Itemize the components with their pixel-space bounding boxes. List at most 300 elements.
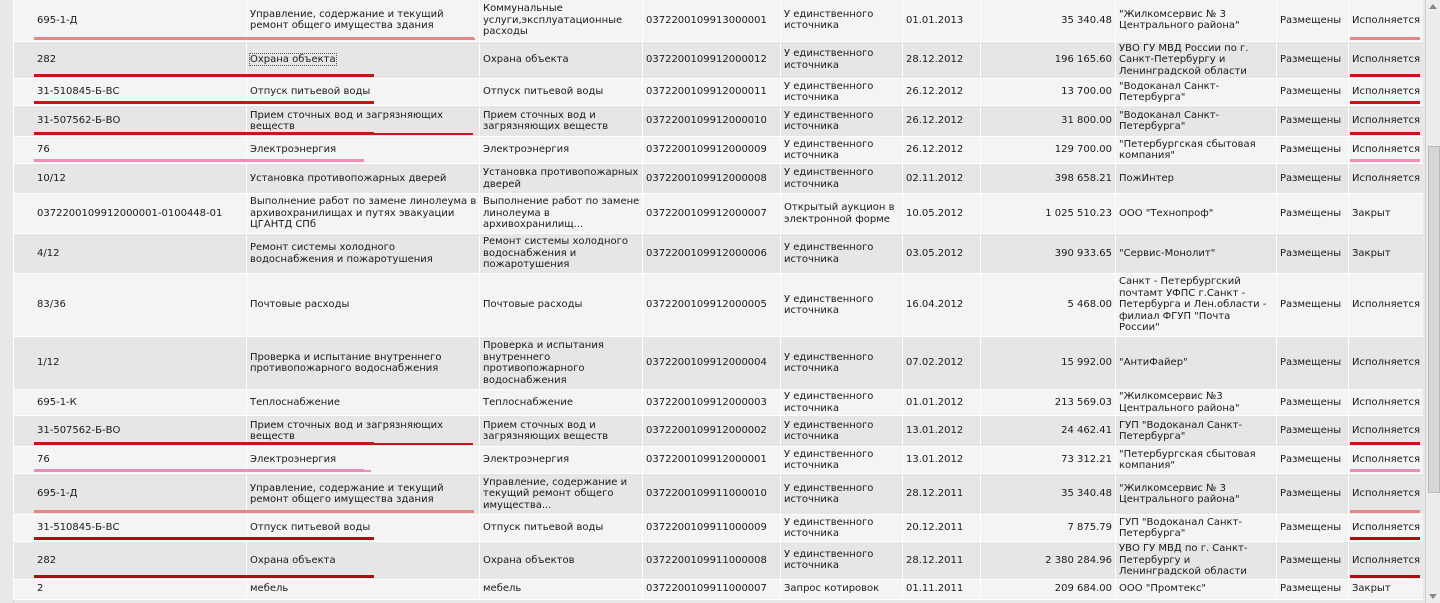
contract-subject-detail: мебель (483, 583, 522, 595)
contract-number-cell (14, 164, 247, 194)
registry-number-cell (643, 164, 781, 194)
table-row[interactable] (14, 274, 1423, 337)
supplier-name-cell (1116, 474, 1277, 515)
procurement-method-cell (781, 194, 903, 234)
highlight-underline (1350, 575, 1420, 578)
contract-status-cell (1349, 234, 1423, 274)
table-row[interactable] (14, 137, 1423, 164)
registry-number-suffix: 12000011 (716, 86, 767, 98)
contract-number-cell (14, 79, 247, 106)
table-row[interactable] (14, 194, 1423, 234)
registry-number-prefix: 03722001099 (646, 172, 716, 184)
contract-number: 31-507562-Б-ВО (37, 425, 121, 437)
procurement-method: Открытый аукцион в электронной форме (784, 202, 895, 225)
contract-date-cell (903, 542, 981, 580)
procurement-method: Запрос котировок (784, 583, 880, 595)
procurement-method-cell (781, 390, 903, 416)
table-row[interactable] (14, 447, 1423, 474)
placement-status-cell (1277, 416, 1349, 447)
contract-amount-cell (981, 164, 1116, 194)
registry-number-cell (643, 79, 781, 106)
contract-subject-detail-cell (480, 474, 643, 515)
contract-status-cell (1349, 164, 1423, 194)
registry-number-suffix: 12000004 (716, 357, 767, 369)
contract-number: 4/12 (37, 247, 60, 259)
contract-amount-cell (981, 106, 1116, 137)
contract-status-cell (1349, 542, 1423, 580)
supplier-name: ГУП "Водоканал Санкт-Петербурга" (1119, 516, 1243, 539)
placement-status: Размещены (1280, 396, 1342, 408)
contract-date-cell (903, 474, 981, 515)
procurement-method: У единственного источника (784, 242, 874, 265)
procurement-method-cell (781, 416, 903, 447)
contract-subject[interactable]: мебель (250, 583, 289, 595)
contract-subject[interactable]: Электроэнергия (250, 144, 337, 156)
registry-number-suffix: 12000006 (716, 247, 767, 259)
contract-number: 2 (37, 583, 44, 595)
contract-number-cell (14, 474, 247, 515)
contract-amount: 213 569.03 (1054, 396, 1112, 408)
contract-amount: 24 462.41 (1061, 425, 1112, 437)
contract-subject[interactable]: Установка противопожарных дверей (250, 172, 447, 184)
contract-date-cell (903, 106, 981, 137)
table-row[interactable] (14, 474, 1423, 515)
contract-subject-detail: Отпуск питьевой воды (483, 86, 604, 98)
contract-date-cell (903, 579, 981, 599)
contract-amount-cell (981, 0, 1116, 41)
contract-amount: 35 340.48 (1061, 14, 1112, 26)
contract-amount: 209 684.00 (1054, 583, 1112, 595)
contract-number-cell (14, 137, 247, 164)
contract-status-cell (1349, 194, 1423, 234)
contract-subject[interactable]: Управление, содержание и текущий ремонт общего имущества здания (250, 482, 444, 505)
procurement-method: У единственного источника (784, 482, 874, 505)
registry-number-prefix: 03722001099 (646, 522, 716, 534)
contract-amount-cell (981, 390, 1116, 416)
procurement-method: У единственного источника (784, 293, 874, 316)
contract-date: 16.04.2012 (906, 299, 964, 311)
table-row[interactable] (14, 579, 1423, 599)
contract-status: Исполняется (1352, 86, 1421, 98)
contract-status-cell (1349, 579, 1423, 599)
scroll-thumb[interactable] (1428, 146, 1440, 493)
highlight-underline (1350, 537, 1420, 540)
contract-status: Исполняется (1352, 14, 1421, 26)
registry-number-cell (643, 137, 781, 164)
contracts-table (13, 0, 1423, 600)
registry-number-prefix: 03722001099 (646, 357, 716, 369)
contract-number: 83/36 (37, 299, 66, 311)
contract-amount-cell (981, 41, 1116, 79)
contract-subject-detail-cell (480, 194, 643, 234)
contract-status-cell (1349, 337, 1423, 390)
registry-number-cell (643, 447, 781, 474)
supplier-name-cell (1116, 234, 1277, 274)
contract-number-cell (14, 542, 247, 580)
registry-number-prefix: 03722001099 (646, 144, 716, 156)
supplier-name: УВО ГУ МВД по г. Санкт-Петербургу и Ленинградской области (1119, 543, 1248, 577)
placement-status-cell (1277, 234, 1349, 274)
contract-subject[interactable]: Ремонт системы холодного водоснабжения и пожаротушения (250, 242, 433, 265)
contract-date: 28.12.2011 (906, 488, 964, 500)
highlight-underline (34, 132, 374, 135)
procurement-method: У единственного источника (784, 109, 874, 132)
procurement-method-cell (781, 106, 903, 137)
placement-status: Размещены (1280, 115, 1342, 127)
contract-amount: 7 875.79 (1067, 522, 1112, 534)
table-row[interactable] (14, 542, 1423, 580)
table-row[interactable] (14, 390, 1423, 416)
contract-subject-detail-cell (480, 579, 643, 599)
placement-status: Размещены (1280, 299, 1342, 311)
contract-subject-detail: Проверка и испытания внутреннего противопожарного водоснабжения (483, 340, 604, 386)
procurement-method: У единственного источника (784, 48, 874, 71)
procurement-method-cell (781, 515, 903, 542)
contract-subject-detail-cell (480, 390, 643, 416)
procurement-method-cell (781, 137, 903, 164)
procurement-method: У единственного источника (784, 391, 874, 414)
placement-status: Размещены (1280, 86, 1342, 98)
contract-subject-detail: Установка противопожарных дверей (483, 167, 639, 190)
registry-number-suffix: 12000012 (716, 54, 767, 65)
contract-status: Исполняется (1352, 54, 1421, 65)
registry-number-cell (643, 474, 781, 515)
supplier-name-cell (1116, 274, 1277, 337)
contract-amount-cell (981, 416, 1116, 447)
registry-number-prefix: 03722001099 (646, 86, 716, 98)
contract-subject-detail-cell (480, 0, 643, 41)
contract-number-cell (14, 579, 247, 599)
contract-subject[interactable]: Охрана объекта (250, 554, 336, 566)
contract-subject[interactable]: Прием сточных вод и загрязняющих веществ (250, 419, 444, 442)
contract-amount: 73 312.21 (1061, 454, 1112, 466)
procurement-method: У единственного источника (784, 80, 874, 103)
supplier-name: "Жилкомсервис № 3 Центрального района" (1119, 8, 1240, 32)
highlight-underline (34, 442, 374, 445)
contract-status-cell (1349, 515, 1423, 542)
contract-subject-cell (247, 390, 480, 416)
supplier-name: "Сервис-Монолит" (1119, 247, 1216, 259)
supplier-name: "Петербургская сбытовая компания" (1119, 138, 1256, 161)
contract-date-cell (903, 164, 981, 194)
supplier-name-cell (1116, 164, 1277, 194)
registry-number-cell (643, 390, 781, 416)
contract-subject-detail-cell (480, 337, 643, 390)
contract-subject-detail-cell (480, 274, 643, 337)
scroll-down-arrow-icon[interactable] (1428, 590, 1438, 602)
contract-date-cell (903, 390, 981, 416)
contract-subject[interactable]: Проверка и испытание внутреннего противопожарного водоснабжения (250, 351, 442, 374)
contract-subject-detail: Управление, содержание и текущий ремонт общего имущества... (483, 476, 628, 511)
contract-status: Исполняется (1352, 144, 1421, 156)
contract-amount-cell (981, 515, 1116, 542)
contract-status: Закрыт (1352, 207, 1391, 219)
contract-amount-cell (981, 194, 1116, 234)
left-rail (0, 0, 14, 603)
contract-subject-cell (247, 337, 480, 390)
procurement-method: У единственного источника (784, 419, 874, 442)
procurement-method: У единственного источника (784, 138, 874, 161)
contract-subject-detail-cell (480, 106, 643, 137)
registry-number-suffix: 12000008 (716, 172, 767, 184)
placement-status: Размещены (1280, 247, 1342, 259)
contract-date: 28.12.2011 (906, 554, 964, 566)
procurement-method-cell (781, 579, 903, 599)
highlight-underline (1350, 74, 1420, 77)
registry-number-prefix: 03722001099 (646, 488, 716, 500)
contract-number: 282 (37, 554, 57, 566)
highlight-underline (34, 74, 374, 77)
contract-date-cell (903, 234, 981, 274)
registry-number-prefix: 03722001099 (646, 299, 716, 311)
registry-number-cell (643, 41, 781, 79)
placement-status: Размещены (1280, 172, 1342, 184)
contract-amount-cell (981, 579, 1116, 599)
contract-date: 07.02.2012 (906, 357, 964, 369)
registry-number-prefix: 03722001099 (646, 247, 716, 259)
procurement-method-cell (781, 474, 903, 515)
contract-status: Исполняется (1352, 357, 1421, 369)
placement-status-cell (1277, 41, 1349, 79)
contract-amount-cell (981, 234, 1116, 274)
registry-number-prefix: 03722001099 (646, 425, 716, 437)
placement-status-cell (1277, 447, 1349, 474)
table-row[interactable] (14, 0, 1423, 41)
contract-status-cell (1349, 106, 1423, 137)
contract-amount: 2 380 284.96 (1045, 554, 1112, 566)
contract-subject-detail: Почтовые расходы (483, 299, 583, 311)
placement-status-cell (1277, 164, 1349, 194)
table-row[interactable] (14, 106, 1423, 137)
registry-number-cell (643, 0, 781, 41)
contract-date-cell (903, 79, 981, 106)
placement-status-cell (1277, 106, 1349, 137)
contract-number: 10/12 (37, 172, 66, 184)
table-row[interactable] (14, 337, 1423, 390)
registry-number-cell (643, 515, 781, 542)
supplier-name: "АнтиФайер" (1119, 357, 1188, 369)
contract-status: Исполняется (1352, 172, 1421, 184)
contract-subject[interactable]: Управление, содержание и текущий ремонт общего имущества здания (250, 8, 444, 32)
placement-status-cell (1277, 390, 1349, 416)
contract-subject-detail: Коммунальные услуги,эксплуатационные расходы (483, 3, 623, 37)
highlight-underline (34, 575, 374, 578)
contract-subject-cell (247, 0, 480, 41)
contract-subject-detail: Охрана объектов (483, 554, 575, 566)
supplier-name: ООО "Промтекс" (1119, 583, 1207, 595)
contract-subject[interactable]: Электроэнергия (250, 454, 337, 466)
highlight-underline (34, 469, 364, 472)
placement-status: Размещены (1280, 488, 1342, 500)
registry-number-cell (643, 234, 781, 274)
contract-amount: 35 340.48 (1061, 488, 1112, 500)
contract-subject-cell (247, 41, 480, 79)
contract-subject[interactable]: Прием сточных вод и загрязняющих веществ (250, 109, 444, 132)
contract-number-cell (14, 106, 247, 137)
registry-number-cell (643, 542, 781, 580)
contract-subject-detail: Выполнение работ по замене линолеума в архивохранилищ... (483, 196, 640, 231)
registry-number-suffix: 12000007 (716, 207, 767, 219)
contract-status: Исполняется (1352, 522, 1421, 534)
scroll-up-arrow-icon[interactable] (1428, 1, 1438, 13)
contract-subject[interactable]: Отпуск питьевой воды (250, 522, 371, 534)
placement-status-cell (1277, 337, 1349, 390)
table-row[interactable] (14, 41, 1423, 79)
registry-number-prefix: 03722001099 (646, 207, 716, 219)
contract-subject-detail-cell (480, 164, 643, 194)
contract-number-cell (14, 234, 247, 274)
highlight-underline (34, 510, 474, 513)
contract-date: 13.01.2012 (906, 454, 964, 466)
contract-status-cell (1349, 79, 1423, 106)
placement-status: Размещены (1280, 454, 1342, 466)
contract-subject-cell (247, 164, 480, 194)
table-row[interactable] (14, 79, 1423, 106)
contract-date: 10.05.2012 (906, 207, 964, 219)
contract-amount-cell (981, 137, 1116, 164)
vertical-scrollbar[interactable] (1425, 0, 1440, 603)
table-row[interactable] (14, 416, 1423, 447)
registry-number-prefix: 03722001099 (646, 396, 716, 408)
contract-number-cell (14, 0, 247, 41)
contract-amount-cell (981, 274, 1116, 337)
contract-subject-detail-cell (480, 41, 643, 79)
contract-amount: 129 700.00 (1054, 144, 1112, 156)
supplier-name-cell (1116, 390, 1277, 416)
highlight-underline (1350, 101, 1420, 104)
contract-number-cell (14, 447, 247, 474)
registry-number-suffix: 11000010 (716, 488, 767, 500)
placement-status-cell (1277, 0, 1349, 41)
contract-date: 02.11.2012 (906, 172, 964, 184)
contract-amount: 5 468.00 (1067, 299, 1112, 311)
registry-number-cell (643, 274, 781, 337)
procurement-method: У единственного источника (784, 548, 874, 572)
contract-subject[interactable]: Почтовые расходы (250, 299, 350, 311)
contract-status-cell (1349, 416, 1423, 447)
registry-number-prefix: 03722001099 (646, 583, 716, 595)
contract-status-cell (1349, 390, 1423, 416)
placement-status-cell (1277, 542, 1349, 580)
contract-status: Закрыт (1352, 247, 1391, 259)
contract-number-cell (14, 274, 247, 337)
supplier-name: ООО "Технопроф" (1119, 207, 1214, 219)
contract-subject-cell (247, 474, 480, 515)
contract-status: Исполняется (1352, 554, 1421, 566)
contract-number: 0372200109912000001-0100448-01 (37, 207, 223, 219)
registry-number-suffix: 12000010 (716, 115, 767, 127)
placement-status: Размещены (1280, 357, 1342, 369)
contract-subject-detail: Прием сточных вод и загрязняющих веществ (483, 109, 609, 132)
placement-status: Размещены (1280, 425, 1342, 437)
registry-number-suffix: 11000009 (716, 522, 767, 534)
contract-amount: 1 025 510.23 (1045, 207, 1112, 219)
highlight-underline (1350, 132, 1420, 135)
registry-number-suffix: 12000009 (716, 144, 767, 156)
placement-status-cell (1277, 515, 1349, 542)
procurement-method-cell (781, 0, 903, 41)
contract-subject-cell (247, 579, 480, 599)
contract-subject-cell (247, 234, 480, 274)
contract-subject[interactable]: Выполнение работ по замене линолеума в архивохранилищах и путях эвакуации ЦГАНТД СПб (250, 196, 477, 231)
procurement-method-cell (781, 164, 903, 194)
supplier-name-cell (1116, 0, 1277, 41)
contract-amount: 398 658.21 (1054, 172, 1112, 184)
contract-number-cell (14, 515, 247, 542)
supplier-name-cell (1116, 579, 1277, 599)
procurement-method-cell (781, 337, 903, 390)
contract-subject[interactable]: Теплоснабжение (250, 396, 340, 408)
contract-subject-cell (247, 274, 480, 337)
procurement-method: У единственного источника (784, 516, 874, 539)
placement-status: Размещены (1280, 207, 1342, 219)
contract-amount-cell (981, 337, 1116, 390)
contract-date-cell (903, 0, 981, 41)
contract-date-cell (903, 416, 981, 447)
placement-status: Размещены (1280, 522, 1342, 534)
supplier-name: Санкт - Петербургский почтамт УФПС г.Санкт - Петербурга и Лен.области - филиал ФГУП "Почта России" (1119, 276, 1267, 334)
contract-date-cell (903, 41, 981, 79)
contract-status: Исполняется (1352, 396, 1421, 408)
contract-subject[interactable]: Охрана объекта (250, 54, 336, 65)
contract-date-cell (903, 447, 981, 474)
contract-date: 03.05.2012 (906, 247, 964, 259)
contract-date-cell (903, 274, 981, 337)
placement-status-cell (1277, 274, 1349, 337)
contract-status: Исполняется (1352, 115, 1421, 127)
registry-number-prefix: 03722001099 (646, 554, 716, 566)
supplier-name-cell (1116, 106, 1277, 137)
supplier-name-cell (1116, 41, 1277, 79)
contract-subject[interactable]: Отпуск питьевой воды (250, 86, 371, 98)
contract-subject-detail-cell (480, 234, 643, 274)
contract-date: 01.11.2011 (906, 583, 964, 595)
contract-date-cell (903, 337, 981, 390)
contract-number-cell (14, 337, 247, 390)
contract-status: Закрыт (1352, 583, 1391, 595)
highlight-underline (34, 159, 364, 162)
contract-amount-cell (981, 542, 1116, 580)
placement-status: Размещены (1280, 144, 1342, 156)
contract-subject-detail-cell (480, 447, 643, 474)
highlight-underline (1350, 159, 1420, 162)
contract-status-cell (1349, 274, 1423, 337)
contract-date: 13.01.2012 (906, 425, 964, 437)
highlight-underline (1350, 469, 1420, 472)
contract-date: 28.12.2012 (906, 54, 964, 65)
contract-date-cell (903, 194, 981, 234)
highlight-underline (1350, 510, 1420, 513)
registry-number-prefix: 03722001099 (646, 115, 716, 127)
table-row[interactable] (14, 515, 1423, 542)
procurement-method-cell (781, 234, 903, 274)
contract-amount: 13 700.00 (1061, 86, 1112, 98)
registry-number-cell (643, 194, 781, 234)
procurement-method: У единственного источника (784, 8, 874, 32)
contract-subject-detail-cell (480, 79, 643, 106)
contract-subject-cell (247, 194, 480, 234)
contract-number: 695-1-К (37, 396, 77, 408)
procurement-method-cell (781, 79, 903, 106)
contract-subject-detail-cell (480, 416, 643, 447)
table-row[interactable] (14, 234, 1423, 274)
highlight-underline (34, 37, 474, 40)
contract-status-cell (1349, 41, 1423, 79)
contract-subject-detail: Отпуск питьевой воды (483, 522, 604, 534)
table-row[interactable] (14, 164, 1423, 194)
contract-amount: 15 992.00 (1061, 357, 1112, 369)
registry-number-suffix: 12000005 (716, 299, 767, 311)
